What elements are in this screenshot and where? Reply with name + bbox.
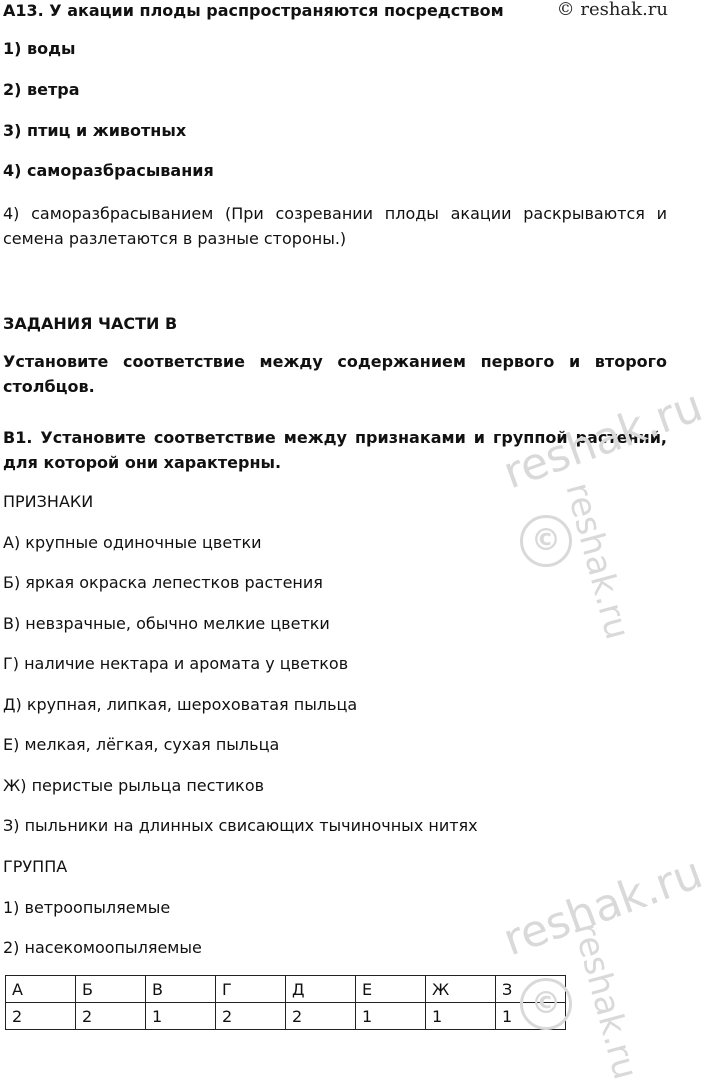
table-cell: Г [216,976,286,1003]
copyright-label: © reshak.ru [556,0,668,20]
table-cell: 2 [216,1003,286,1030]
features-title: ПРИЗНАКИ [3,492,94,511]
section-instruction: Установите соответствие между содержанием первого и второго столбцов. [3,352,667,396]
watermark-text: reshak.ru [557,478,638,644]
table-cell: Д [286,976,356,1003]
watermark-text: reshak.ru [496,847,709,967]
table-cell: 2 [286,1003,356,1030]
table-cell: В [146,976,216,1003]
task-b1: В1. Установите соответствие между признаками и группой растений, для которой они характерны. [3,428,667,472]
table-row-values [6,1003,566,1030]
feature-item: Б) яркая окраска лепестков растения [3,573,323,592]
feature-item: Ж) перистые рыльца пестиков [3,776,265,795]
option-2: 2) ветра [3,80,80,99]
table-cell: Е [356,976,426,1003]
table-cell: 2 [6,1003,76,1030]
answer-table [5,975,566,1030]
table-cell: Ж [426,976,496,1003]
feature-item: В) невзрачные, обычно мелкие цветки [3,614,330,633]
feature-item: З) пыльники на длинных свисающих тычиночных нитях [3,816,478,835]
group-item: 2) насекомоопыляемые [3,938,202,957]
section-heading: ЗАДАНИЯ ЧАСТИ В [3,314,178,333]
option-1: 1) воды [3,39,76,58]
table-cell: 1 [426,1003,496,1030]
table-cell: Б [76,976,146,1003]
feature-item: Г) наличие нектара и аромата у цветков [3,654,349,673]
table-cell: 1 [496,1003,566,1030]
option-4: 4) саморазбрасывания [3,161,214,180]
watermark-text: reshak.ru [496,380,709,500]
watermark-copyright-icon: © [520,515,572,567]
feature-item: Д) крупная, липкая, шероховатая пыльца [3,695,358,714]
table-cell: 1 [146,1003,216,1030]
group-title: ГРУППА [3,857,68,876]
table-cell: А [6,976,76,1003]
option-3: 3) птиц и животных [3,121,187,140]
table-cell: 1 [356,1003,426,1030]
table-cell: З [496,976,566,1003]
watermark-copyright-icon: © [520,978,572,1030]
question-title: А13. У акации плоды распространяются посредством [3,1,504,20]
feature-item: Е) мелкая, лёгкая, сухая пыльца [3,735,280,754]
watermark-text: reshak.ru [565,918,646,1084]
group-item: 1) ветроопыляемые [3,898,171,917]
table-cell: 2 [76,1003,146,1030]
table-row-letters [6,976,566,1003]
answer-a13: 4) саморазбрасыванием (При созревании плоды акации раскрываются и семена разлетаются в разные стороны.) [3,204,667,248]
feature-item: А) крупные одиночные цветки [3,533,262,552]
